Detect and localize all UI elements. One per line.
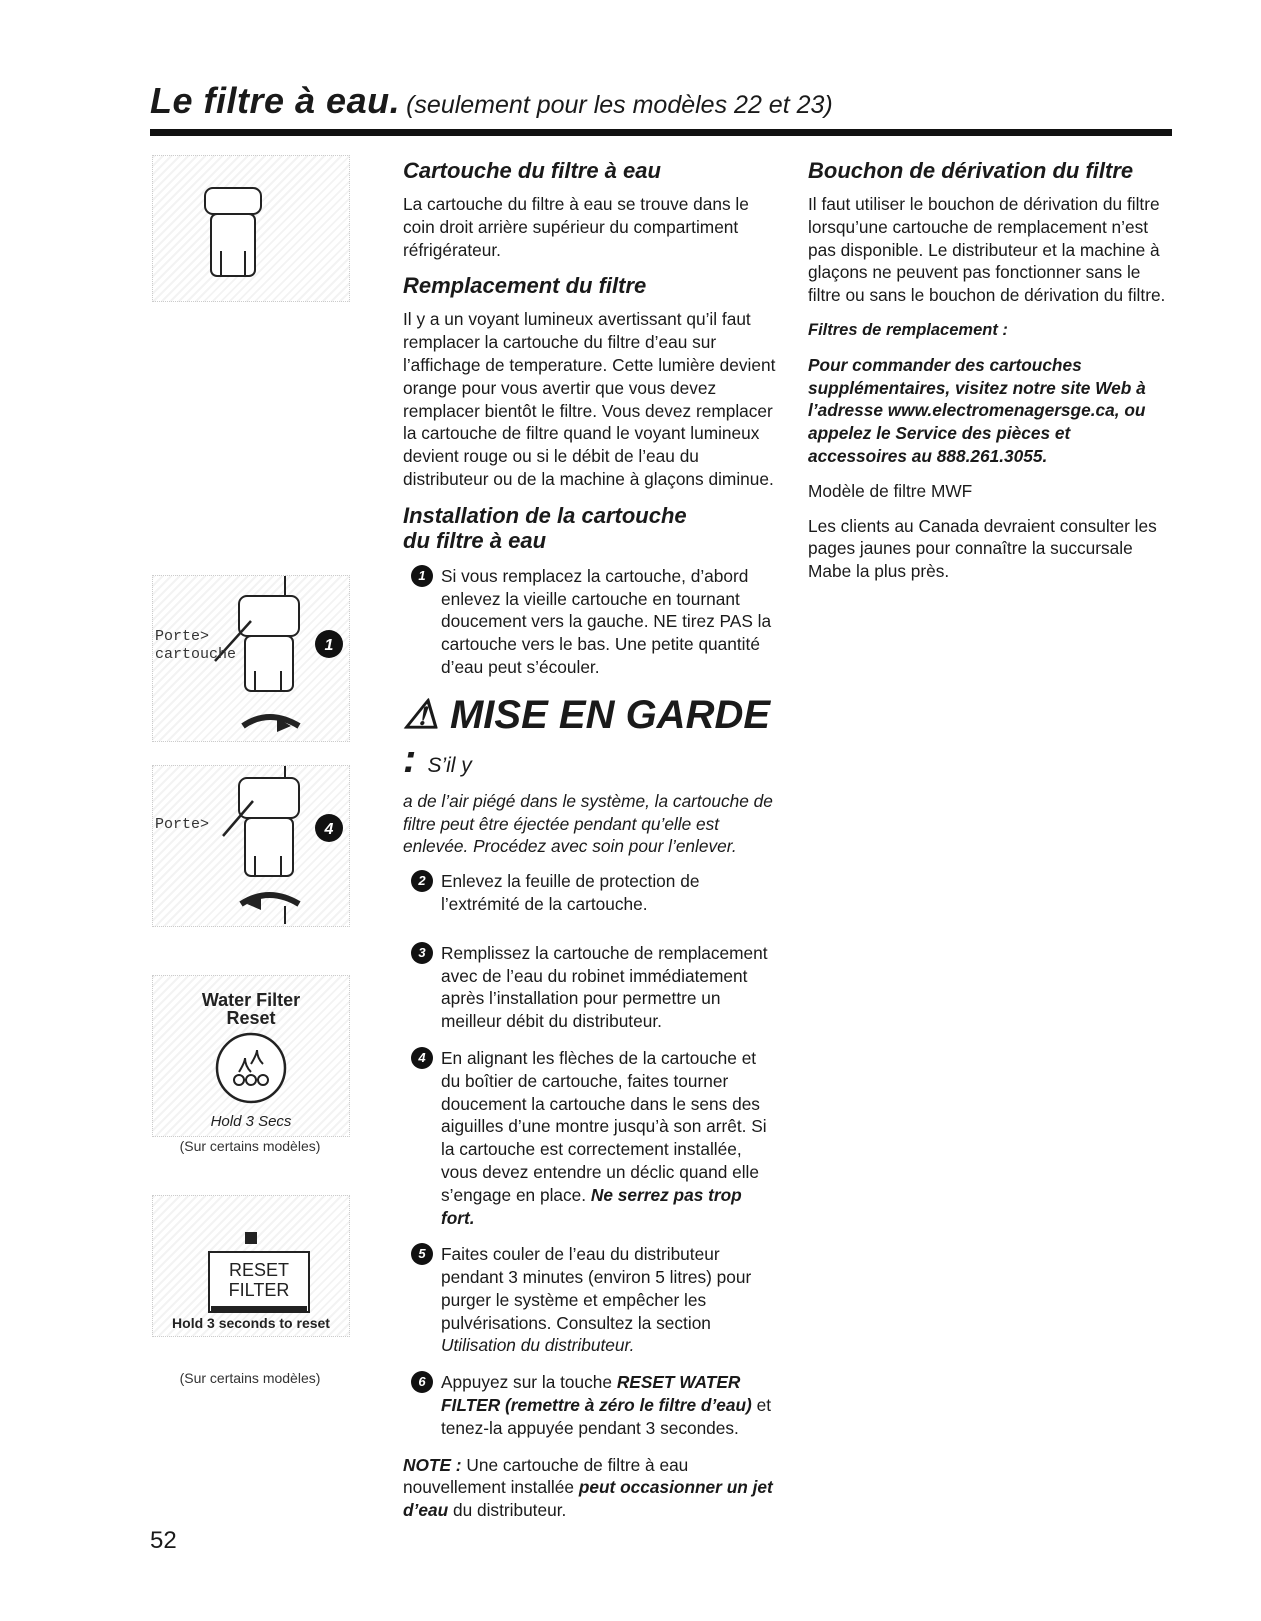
cartridge-remove-icon	[153, 576, 349, 741]
section-replacement-title: Remplacement du filtre	[403, 273, 647, 299]
step-number: 2	[411, 870, 433, 892]
step-number: 4	[411, 1047, 433, 1069]
step-number: 1	[411, 565, 433, 587]
replacement-filters-label: Filtres de remplacement :	[808, 320, 1008, 339]
right-column	[808, 158, 1173, 595]
section-replacement-text: Il y a un voyant lumineux avertissant qu’il faut remplacer la cartouche du filtre d’eau sur l’affichage de temperature. Cette lumière devient orange pour vous avertir que vous devez remplacer bientôt le filtre. Vous devez remplacer la cartouche de filtre quand le voyant lumineux devient rouge ou si le débit de l’eau du distributeur ou de la machine à glaçons diminue.	[403, 309, 776, 489]
step-bold: RESET WATER FILTER (remettre à zéro le filtre d’eau)	[441, 1372, 752, 1416]
cartridge-icon	[153, 156, 349, 301]
note-text-end: du distributeur.	[452, 1500, 567, 1521]
fig3-label: Porte>	[155, 816, 210, 833]
step-text: Faites couler de l’eau du distributeur pendant 3 minutes (environ 5 litres) pour purger le système et empêcher les pulvérisations. Consultez la section	[441, 1244, 752, 1333]
section-filter-cartridge-text: La cartouche du filtre à eau se trouve dans le coin droit arrière supérieur du compartiment réfrigérateur.	[403, 194, 749, 260]
step-number: 6	[411, 1371, 433, 1393]
step-5	[403, 1243, 778, 1357]
step-3	[403, 942, 778, 1033]
page-title	[150, 80, 833, 122]
step-text: En alignant les flèches de la cartouche et du boîtier de cartouche, faites tourner doucement la cartouche dans le sens des aiguilles d’une montre jusqu’à son arrêt. Si la cartouche est correctement installée, vous devez entendre un déclic quand elle s’engage en place.	[441, 1047, 767, 1205]
note-label: NOTE :	[403, 1454, 462, 1475]
figure-reset-filter	[152, 1195, 350, 1337]
figure-water-filter-reset	[152, 975, 350, 1137]
step-1	[403, 565, 778, 679]
header-rule	[150, 129, 1172, 136]
step-number: 3	[411, 942, 433, 964]
figure-remove-cartridge	[152, 575, 350, 742]
reset-filter-icon	[153, 1196, 349, 1336]
step-text: Enlevez la feuille de protection de l’extrémité de la cartouche.	[441, 871, 700, 914]
fig3-number: 4	[324, 821, 334, 838]
bypass-plug-text: Il faut utiliser le bouchon de dérivation du filtre lorsqu’une cartouche de remplacement n’est pas disponible. Le distributeur et la machine à glaçons ne peuvent pas fonctionner sans le filtre ou sans le bouchon de dérivation du filtre.	[808, 194, 1166, 306]
step-text-end: et tenez-la appuyée pendant 3 secondes.	[441, 1395, 772, 1438]
note	[403, 1454, 778, 1522]
note-bold: peut occasionner un jet d’eau	[403, 1477, 773, 1521]
step-text: Si vous remplacez la cartouche, d’abord enlevez la vieille cartouche en tournant doucement vers la gauche. NE tirez PAS la cartouche vers le bas. Une petite quantité d’eau peut s’écouler.	[441, 565, 772, 677]
step-6	[403, 1371, 778, 1439]
caution-lead: S’il y	[427, 753, 472, 777]
step-4	[403, 1047, 778, 1229]
fig4-line2: Reset	[226, 1008, 276, 1028]
step-text: Remplissez la cartouche de remplacement avec de l’eau du robinet immédiatement après l’installation pour permettre un meilleur débit du distributeur.	[441, 942, 768, 1032]
fig4-line1: Water Filter	[201, 990, 301, 1010]
section-filter-cartridge-title: Cartouche du filtre à eau	[403, 158, 661, 183]
caution-title: MISE EN GARDE :	[403, 692, 771, 781]
installation-title-line1: Installation de la cartouche	[403, 502, 687, 528]
step-text: Appuyez sur la touche	[441, 1372, 612, 1393]
note-text: Une cartouche de filtre à eau nouvellement installée	[403, 1454, 689, 1498]
filter-model: Modèle de filtre MWF	[808, 480, 973, 501]
step-italic: Utilisation du distributeur.	[441, 1335, 635, 1356]
page-number: 52	[150, 1527, 177, 1554]
caution-text: a de l’air piégé dans le système, la cartouche de filtre peut être éjectée pendant qu’elle est enlevée. Procédez avec soin pour l’enlever.	[403, 790, 773, 857]
fig5-hold: Hold 3 seconds to reset	[172, 1315, 330, 1331]
fig2-number: 1	[324, 637, 334, 654]
middle-column	[403, 158, 778, 1534]
fig2-label-2: cartouche	[155, 646, 237, 663]
order-text: Pour commander des cartouches supplémentaires, visitez notre site Web à l’adresse www.electromenagersge.ca, ou appelez le Service des pièces et accessoires au 888.261.3055.	[808, 354, 1146, 466]
cartridge-install-icon	[153, 766, 349, 926]
fig4-caption: (Sur certains modèles)	[179, 1138, 321, 1154]
water-filter-reset-icon	[153, 976, 349, 1136]
fig5-caption: (Sur certains modèles)	[179, 1370, 321, 1386]
installation-title-line2: du filtre à eau	[403, 527, 547, 553]
title-subtitle: (seulement pour les modèles 22 et 23)	[406, 91, 833, 119]
fig5-line2: FILTER	[228, 1280, 290, 1300]
caution-heading: ⚠ MISE EN GARDE : S’il y	[403, 692, 771, 781]
canada-text: Les clients au Canada devraient consulter les pages jaunes pour connaître la succursale Mabe la plus près.	[808, 515, 1157, 582]
figure-filter-cartridge	[152, 155, 350, 302]
fig4-hold: Hold 3 Secs	[210, 1113, 292, 1130]
step-number: 5	[411, 1243, 433, 1265]
step-2	[403, 870, 778, 916]
section-installation-title	[403, 503, 778, 553]
figure-install-cartridge	[152, 765, 350, 927]
step-bold: Ne serrez pas trop fort.	[441, 1184, 742, 1228]
title-main: Le filtre à eau.	[150, 80, 401, 121]
fig5-line1: RESET	[228, 1260, 290, 1280]
bypass-plug-title: Bouchon de dérivation du filtre	[808, 158, 1134, 183]
fig2-label-1: Porte>	[155, 628, 210, 645]
